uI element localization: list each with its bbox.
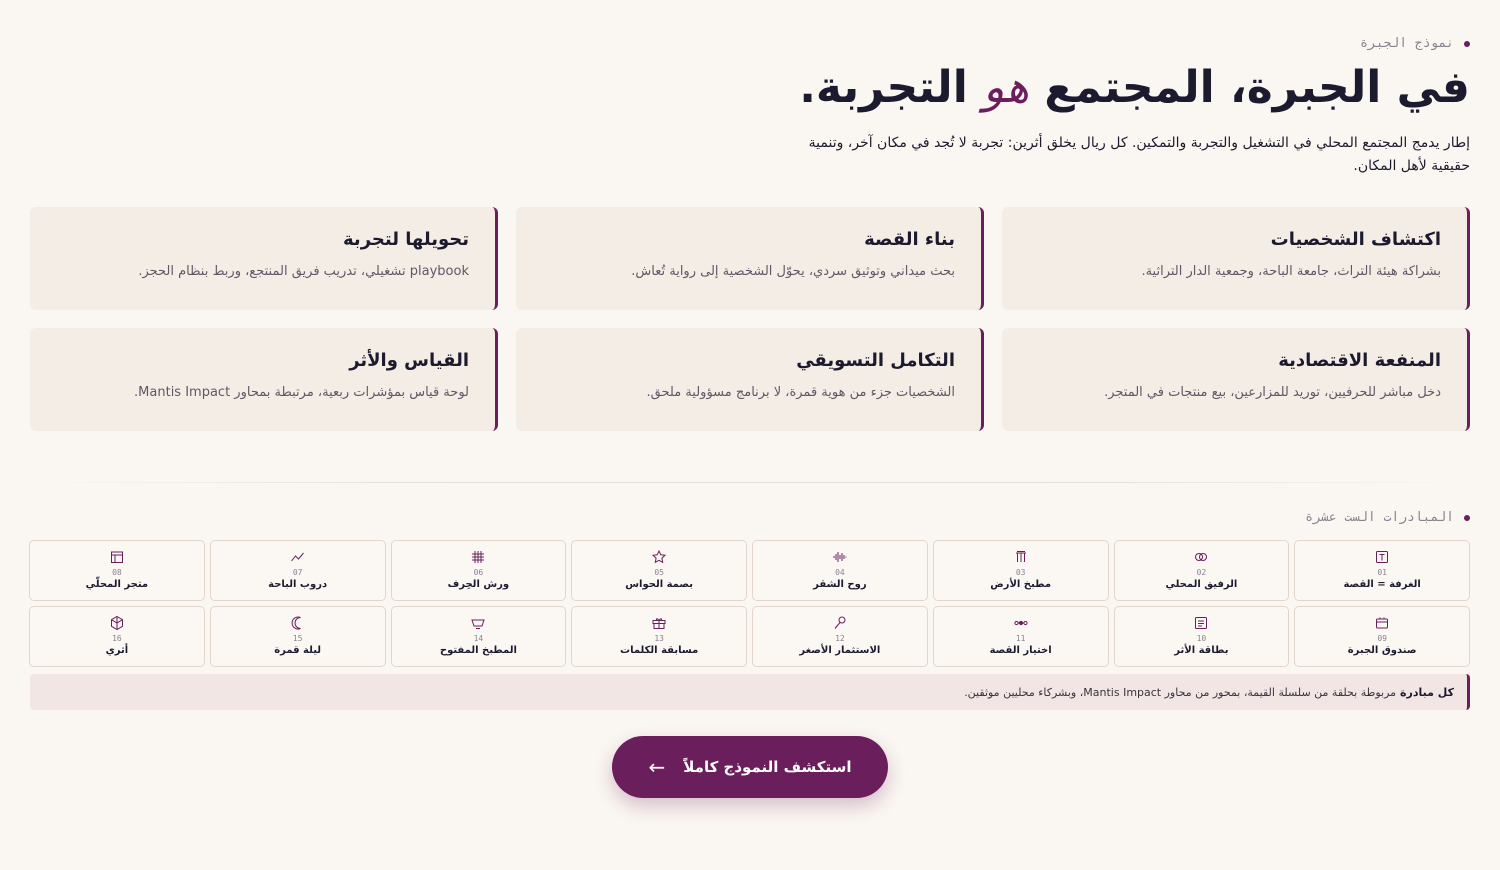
cube-icon bbox=[109, 615, 125, 631]
initiative-number: 12 bbox=[835, 634, 845, 643]
initiative-label: بطاقة الأثر bbox=[1174, 645, 1229, 656]
initiative-tile[interactable] bbox=[571, 540, 747, 601]
pillar-title: اكتشاف الشخصيات bbox=[1270, 229, 1441, 250]
initiative-label: مسابقة الكلمات bbox=[620, 645, 699, 656]
title-highlight: هو bbox=[983, 62, 1030, 113]
initiative-tile[interactable] bbox=[1294, 540, 1470, 601]
initiative-label: متجر المحلّي bbox=[85, 579, 149, 590]
sound-wave-icon bbox=[832, 549, 848, 565]
initiative-tile[interactable] bbox=[210, 540, 386, 601]
initiative-label: ورش الحِرف bbox=[447, 579, 510, 590]
initiative-tile[interactable] bbox=[1294, 606, 1470, 667]
title-part-2: التجربة. bbox=[799, 62, 984, 113]
initiative-number: 06 bbox=[473, 568, 484, 577]
book-icon bbox=[1374, 549, 1390, 565]
initiative-number: 03 bbox=[1015, 568, 1026, 577]
initiative-number: 13 bbox=[654, 634, 664, 643]
initiative-label: المطبخ المفتوح bbox=[439, 645, 517, 656]
bowl-icon bbox=[470, 615, 486, 631]
page-subtitle: إطار يدمج المجتمع المحلي في التشغيل والتجربة والتمكين. كل ريال يخلق أثرين: تجربة لا تُجد في مكان آخر، وتنمية حقيقية لأهل المكان. bbox=[808, 135, 1470, 174]
initiative-number: 04 bbox=[835, 568, 845, 577]
initiative-number: 07 bbox=[292, 568, 303, 577]
initiative-number: 05 bbox=[654, 568, 664, 577]
initiative-number: 02 bbox=[1196, 568, 1207, 577]
eyebrow-label: المبادرات الست عشرة bbox=[1305, 510, 1454, 525]
pillar-title: التكامل التسويقي bbox=[796, 350, 955, 371]
info-note bbox=[30, 674, 1470, 710]
initiative-label: صندوق الجبرة bbox=[1347, 645, 1417, 656]
shop-icon bbox=[109, 549, 125, 565]
initiative-tile[interactable] bbox=[210, 606, 386, 667]
initiative-number: 08 bbox=[112, 568, 122, 577]
pillar-card bbox=[30, 328, 498, 431]
rings-icon bbox=[1193, 549, 1209, 565]
initiative-tile[interactable] bbox=[29, 606, 205, 667]
initiative-tile[interactable] bbox=[1114, 540, 1290, 601]
initiative-number: 15 bbox=[292, 634, 303, 643]
initiatives-eyebrow bbox=[1305, 510, 1470, 525]
page-title bbox=[799, 62, 1470, 113]
initiative-number: 11 bbox=[1015, 634, 1026, 643]
section-eyebrow bbox=[1360, 36, 1470, 51]
title-part-1: في الجبرة، المجتمع bbox=[1029, 62, 1470, 113]
pillar-title: المنفعة الاقتصادية bbox=[1278, 350, 1441, 371]
pillar-card bbox=[30, 207, 498, 310]
note-bold: كل مبادرة bbox=[1400, 685, 1454, 699]
initiative-label: الاستثمار الأصغر bbox=[799, 645, 881, 656]
explore-model-button[interactable] bbox=[612, 736, 888, 798]
initiative-label: دروب الباحة bbox=[268, 579, 328, 590]
bullet-dot bbox=[1464, 515, 1470, 521]
note-text: مربوطة بحلقة من سلسلة القيمة، بمحور من محاور Mantis Impact، وبشركاء محليين موثقين. bbox=[964, 685, 1397, 699]
initiative-number: 14 bbox=[473, 634, 484, 643]
initiative-number: 09 bbox=[1377, 634, 1387, 643]
initiative-tile[interactable] bbox=[391, 540, 567, 601]
pillar-desc: لوحة قياس بمؤشرات ربعية، مرتبطة بمحاور Mantis Impact. bbox=[134, 385, 469, 400]
initiative-tile[interactable] bbox=[1114, 606, 1290, 667]
arrow-left-icon: ← bbox=[648, 755, 666, 779]
initiative-number: 01 bbox=[1377, 568, 1387, 577]
pillar-card bbox=[516, 328, 984, 431]
dots-icon bbox=[1013, 615, 1029, 631]
pillar-card bbox=[1002, 328, 1470, 431]
initiative-label: روح الشقر bbox=[813, 579, 867, 590]
initiative-label: ليلة قمرة bbox=[274, 645, 322, 656]
pillar-desc: playbook تشغيلي، تدريب فريق المنتجع، وربط بنظام الحجز. bbox=[138, 264, 469, 279]
section-divider bbox=[30, 482, 1470, 483]
pillar-desc: بحث ميداني وتوثيق سردي، يحوّل الشخصية إلى رواية تُعاش. bbox=[631, 264, 955, 279]
initiative-label: اختيار القصة bbox=[989, 645, 1052, 656]
initiative-tile[interactable] bbox=[752, 606, 928, 667]
initiative-number: 16 bbox=[112, 634, 122, 643]
pillar-title: القياس والأثر bbox=[349, 350, 469, 371]
pillar-desc: دخل مباشر للحرفيين، توريد للمزارعين، بيع منتجات في المتجر. bbox=[1104, 385, 1441, 400]
card-icon bbox=[1193, 615, 1209, 631]
seed-icon bbox=[832, 615, 848, 631]
grid-icon bbox=[470, 549, 486, 565]
initiative-tile[interactable] bbox=[752, 540, 928, 601]
pillar-card bbox=[516, 207, 984, 310]
trail-icon bbox=[290, 549, 306, 565]
pillar-title: تحويلها لتجربة bbox=[343, 229, 469, 250]
initiative-number: 10 bbox=[1196, 634, 1207, 643]
gift-icon bbox=[651, 615, 667, 631]
pillar-title: بناء القصة bbox=[864, 229, 955, 250]
bullet-dot bbox=[1464, 41, 1470, 47]
initiative-label: أثري bbox=[105, 645, 129, 656]
eyebrow-label: نموذج الجبرة bbox=[1360, 36, 1454, 51]
initiative-label: الرفيق المحلي bbox=[1165, 579, 1238, 590]
pot-icon bbox=[1013, 549, 1029, 565]
initiative-tile[interactable] bbox=[933, 540, 1109, 601]
box-icon bbox=[1374, 615, 1390, 631]
initiative-tile[interactable] bbox=[571, 606, 747, 667]
star-icon bbox=[651, 549, 667, 565]
initiative-label: بصمة الحواس bbox=[625, 579, 693, 590]
pillar-desc: الشخصيات جزء من هوية قمرة، لا برنامج مسؤولية ملحق. bbox=[646, 385, 955, 400]
pillar-cards bbox=[30, 207, 1470, 431]
initiatives-grid bbox=[30, 540, 1470, 667]
cta-label: استكشف النموذج كاملاً bbox=[683, 758, 852, 776]
initiative-label: الغرفة = القصة bbox=[1343, 579, 1421, 590]
initiative-tile[interactable] bbox=[933, 606, 1109, 667]
initiative-label: مطبخ الأرض bbox=[990, 579, 1052, 590]
moon-icon bbox=[290, 615, 306, 631]
pillar-card bbox=[1002, 207, 1470, 310]
initiative-tile[interactable] bbox=[391, 606, 567, 667]
pillar-desc: بشراكة هيئة التراث، جامعة الباحة، وجمعية الدار التراثية. bbox=[1141, 264, 1441, 279]
initiative-tile[interactable] bbox=[29, 540, 205, 601]
